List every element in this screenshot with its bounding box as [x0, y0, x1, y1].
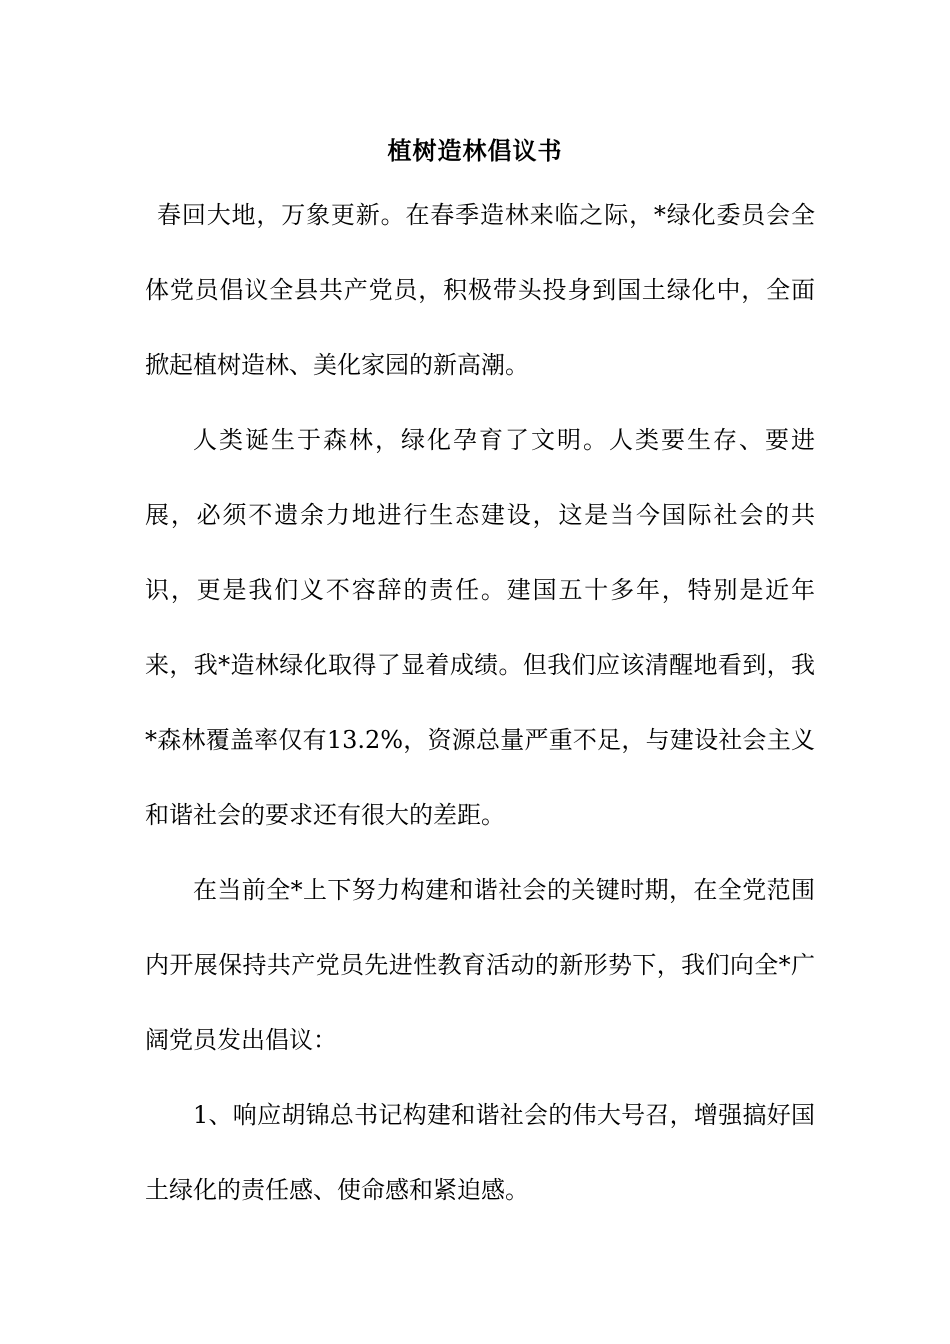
paragraph-item-1: 1、响应胡锦总书记构建和谐社会的伟大号召，增强搞好国土绿化的责任感、使命感和紧迫感。 — [145, 1101, 815, 1204]
document-body — [145, 178, 815, 1228]
paragraph-intro: 春回大地，万象更新。在春季造林来临之际，*绿化委员会全体党员倡议全县共产党员，积极带头投身到国土绿化中，全面掀起植树造林、美化家园的新高潮。 — [145, 201, 815, 379]
paragraph-appeal: 在当前全*上下努力构建和谐社会的关键时期，在全党范围内开展保持共产党员先进性教育活动的新形势下，我们向全*广阔党员发出倡议： — [145, 876, 815, 1054]
paragraph-background: 人类诞生于森林，绿化孕育了文明。人类要生存、要进展，必须不遗余力地进行生态建设，这是当今国际社会的共识，更是我们义不容辞的责任。建国五十多年，特别是近年来，我*造林绿化取得了显着成绩。但我们应该清醒地看到，我*森林覆盖率仅有13.2%，资源总量严重不足，与建设社会主义和谐社会的要求还有很大的差距。 — [145, 426, 815, 829]
document-title: 植树造林倡议书 — [387, 137, 563, 165]
